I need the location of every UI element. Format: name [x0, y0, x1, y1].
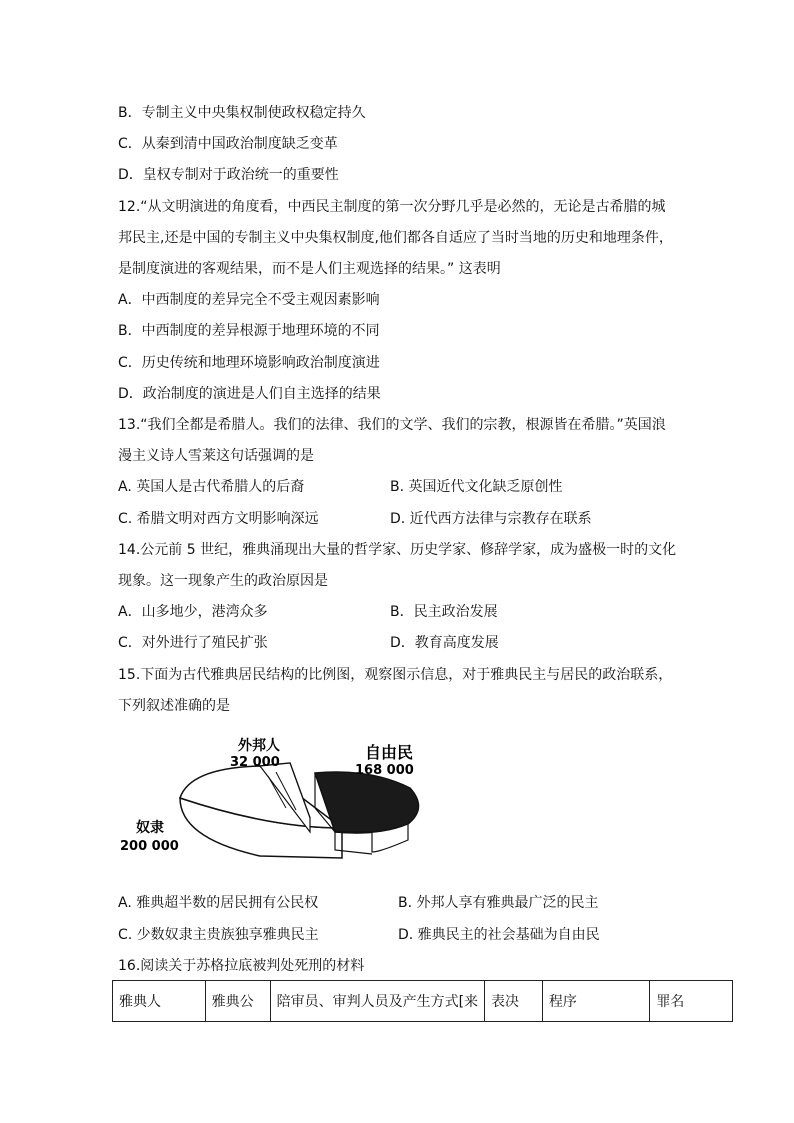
q13-option-d: D. 近代西方法律与宗教存在联系	[390, 511, 592, 527]
table-header-cell: 雅典公	[205, 981, 270, 1022]
socrates-trial-table	[112, 980, 733, 1022]
value-foreigners: 32 000	[230, 755, 280, 770]
q14-option-c: C．对外进行了殖民扩张	[118, 635, 268, 651]
label-slaves: 奴隶	[136, 820, 164, 836]
q14-option-b: B．民主政治发展	[390, 604, 498, 620]
q13-stem-line1: 13.“我们全都是希腊人。我们的法律、我们的文学、我们的宗教，根源皆在希腊。”英国浪	[118, 417, 666, 433]
q13-option-b: B. 英国近代文化缺乏原创性	[390, 479, 563, 495]
q11-option-d: D．皇权专制对于政治统一的重要性	[118, 167, 339, 183]
q16-stem: 16.阅读关于苏格拉底被判处死刑的材料	[118, 958, 365, 974]
q14-stem-line2: 现象。这一现象产生的政治原因是	[118, 573, 328, 589]
q14-stem-line1: 14.公元前 5 世纪，雅典涌现出大量的哲学家、历史学家、修辞学家，成为盛极一时的文化	[118, 542, 677, 558]
q12-stem-line1: 12.“从文明演进的角度看，中西民主制度的第一次分野几乎是必然的，无论是古希腊的城	[118, 199, 666, 215]
q12-stem-line3: 是制度演进的客观结果，而不是人们主观选择的结果。” 这表明	[118, 261, 501, 277]
table-header-row	[113, 981, 733, 1022]
q14-option-a: A．山多地少，港湾众多	[118, 604, 268, 620]
value-citizens: 168 000	[355, 763, 414, 778]
q15-stem-line1: 15.下面为古代雅典居民结构的比例图，观察图示信息，对于雅典民主与居民的政治联系，	[118, 667, 673, 683]
q14-option-d: D．教育高度发展	[390, 635, 499, 651]
population-pie-chart	[110, 728, 450, 868]
label-foreigners: 外邦人	[238, 738, 280, 754]
q15-option-d: D. 雅典民主的社会基础为自由民	[398, 927, 600, 943]
q12-option-b: B．中西制度的差异根源于地理环境的不同	[118, 323, 380, 339]
table-header-cell: 程序	[542, 981, 649, 1022]
q15-stem-line2: 下列叙述准确的是	[118, 698, 230, 714]
q13-option-a: A. 英国人是古代希腊人的后裔	[118, 479, 305, 495]
q15-option-a: A. 雅典超半数的居民拥有公民权	[118, 895, 319, 911]
q15-option-b: B. 外邦人享有雅典最广泛的民主	[398, 895, 599, 911]
q13-option-c: C. 希腊文明对西方文明影响深远	[118, 511, 319, 527]
label-citizens: 自由民	[365, 743, 414, 762]
q12-stem-line2: 邦民主,还是中国的专制主义中央集权制度,他们都各自适应了当时当地的历史和地理条件，	[118, 230, 673, 246]
q12-option-a: A．中西制度的差异完全不受主观因素影响	[118, 292, 380, 308]
q12-option-c: C．历史传统和地理环境影响政治制度演进	[118, 355, 380, 371]
table-header-cell: 罪名	[650, 981, 733, 1022]
table-header-cell: 雅典人	[113, 981, 206, 1022]
q11-option-b: B．专制主义中央集权制使政权稳定持久	[118, 105, 366, 121]
q11-option-c: C．从秦到清中国政治制度缺乏变革	[118, 136, 338, 152]
q12-option-d: D．政治制度的演进是人们自主选择的结果	[118, 386, 381, 402]
value-slaves: 200 000	[120, 839, 179, 854]
q13-stem-line2: 漫主义诗人雪莱这句话强调的是	[118, 448, 314, 464]
table-header-cell: 陪审员、审判人员及产生方式[来	[270, 981, 484, 1022]
table-header-cell: 表决	[485, 981, 543, 1022]
q15-option-c: C. 少数奴隶主贵族独享雅典民主	[118, 927, 319, 943]
